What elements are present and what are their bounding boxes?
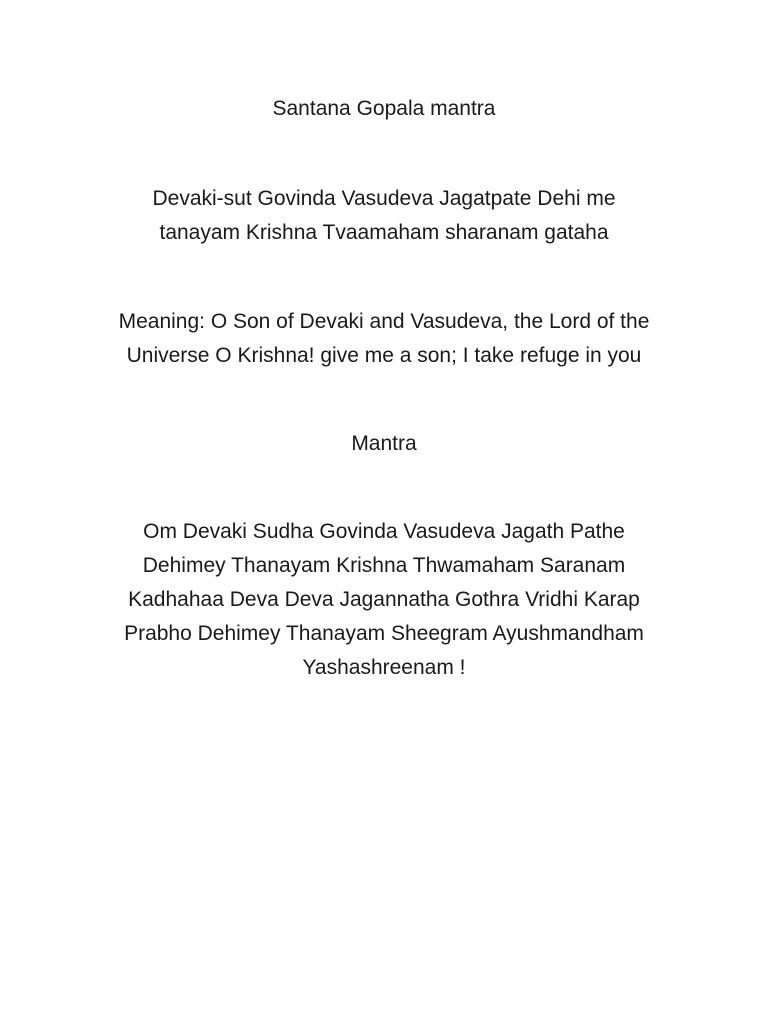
verse-paragraph — [60, 182, 708, 250]
mantra-paragraph — [60, 515, 708, 685]
mantra-line: Om Devaki Sudha Govinda Vasudeva Jagath Pathe — [143, 520, 625, 543]
mantra-line: Kadhahaa Deva Deva Jagannatha Gothra Vridhi Karap — [128, 588, 640, 611]
mantra-line: Dehimey Thanayam Krishna Thwamaham Saranam — [142, 554, 626, 577]
meaning-paragraph — [60, 305, 708, 373]
verse-line: tanayam Krishna Tvaamaham sharanam gataha — [159, 221, 609, 244]
verse-line: Devaki-sut Govinda Vasudeva Jagatpate Dehi me — [152, 187, 616, 210]
meaning-line: Universe O Krishna! give me a son; I take refuge in you — [126, 344, 642, 367]
meaning-line: Meaning: O Son of Devaki and Vasudeva, the Lord of the — [118, 310, 650, 333]
mantra-line: Prabho Dehimey Thanayam Sheegram Ayushmandham — [124, 622, 644, 645]
title-text: Santana Gopala mantra — [272, 97, 496, 120]
mantra-heading-text: Mantra — [351, 432, 417, 455]
mantra-heading — [60, 427, 708, 461]
document-title — [60, 92, 708, 126]
mantra-line: Yashashreenam ! — [302, 656, 466, 679]
